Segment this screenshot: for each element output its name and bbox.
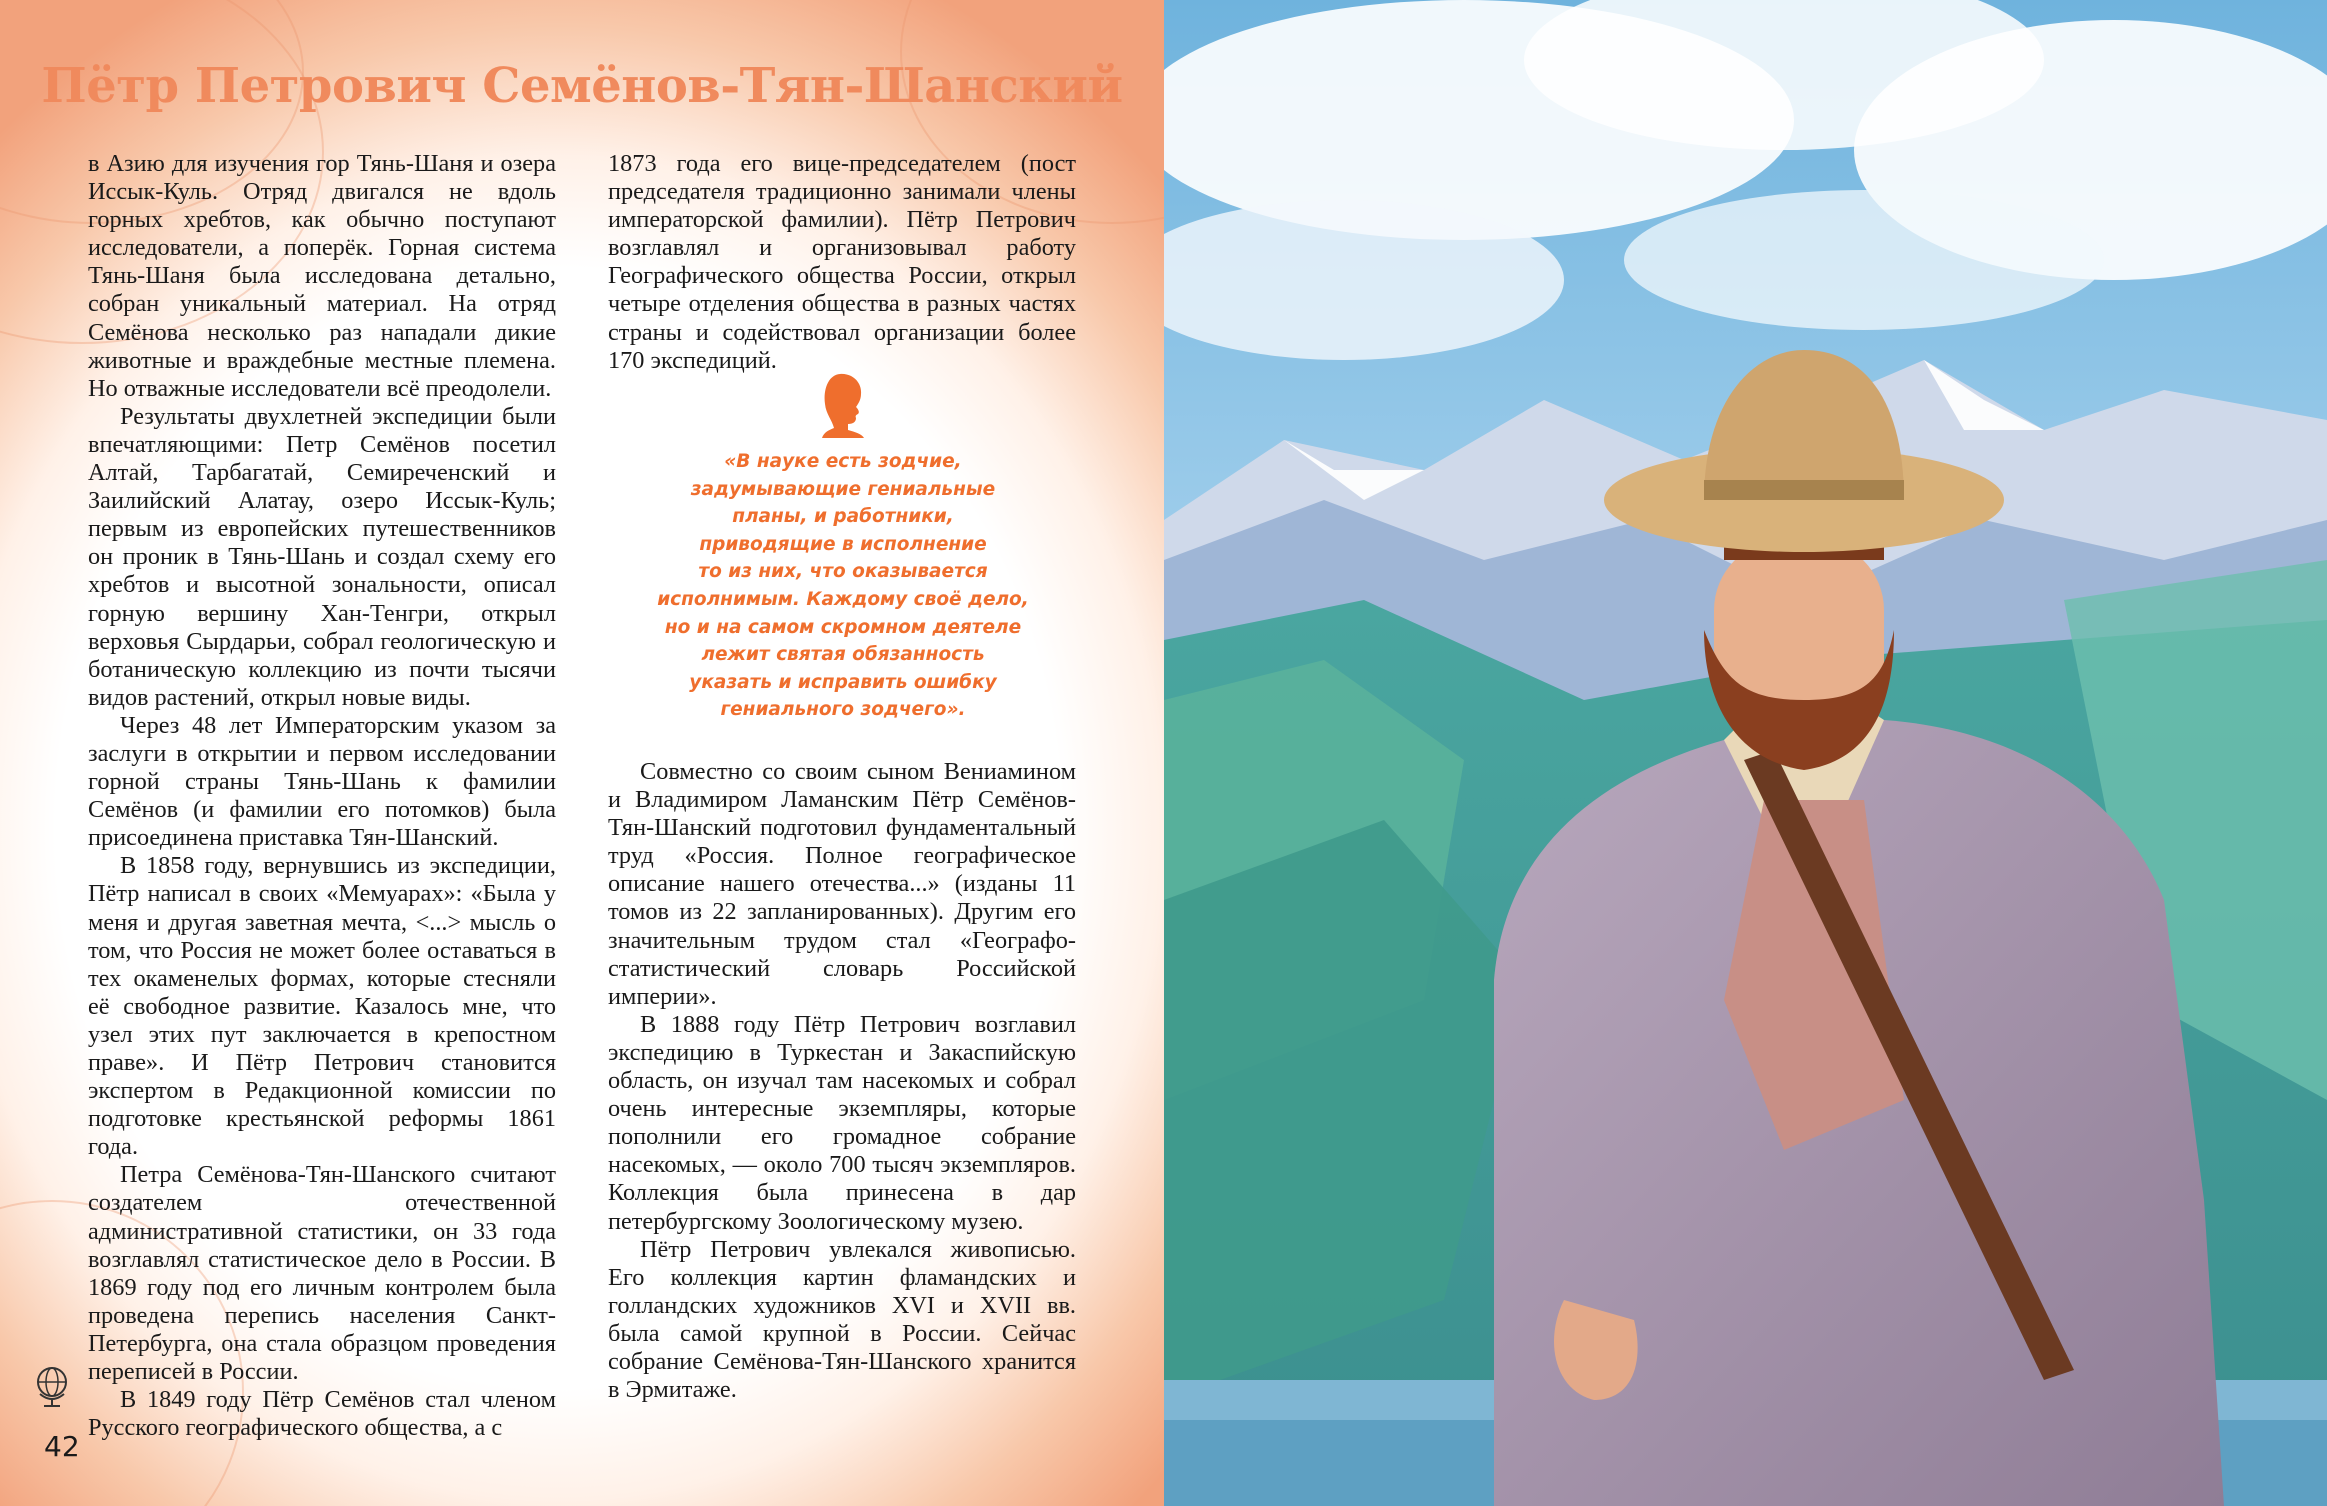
paragraph: 1873 года его вице-председателем (пост председателя традиционно занимали члены императорской фамилии). Пётр Петрович возглавлял и организовывал работу Географического общества России, открыл четыре отделения общества в разных частях страны и содействовал организации более 170 экспедиций. — [608, 150, 1076, 374]
quote-text: «В науке есть зодчие, задумывающие гениальные планы, и работники, приводящие в исполнение то из них, что оказывается исполнимым. Каждому своё дело, но и на самом скромном деятеле лежит святая обязанность указать и исправить ошибку гениального зодчего». — [657, 451, 1029, 721]
quote-block — [628, 372, 1058, 724]
page-number: 42 — [44, 1430, 80, 1463]
text-column-left — [88, 150, 556, 1442]
paragraph: в Азию для изучения гор Тянь-Шаня и озера Иссык-Куль. Отряд двигался не вдоль горных хребтов, как обычно поступают исследователи, а поперёк. Горная система Тянь-Шаня была исследована детально, собран уникальный материал. На отряд Семёнова несколько раз нападали дикие животные и враждебные местные племена. Но отважные исследователи всё преодолели. — [88, 150, 556, 402]
paragraph: Петра Семёнова-Тян-Шанского считают создателем отечественной административной статистики, он 33 года возглавлял статистическое дело в России. В 1869 году под его личным контролем была проведена перепись населения Санкт-Петербурга, она стала образцом проведения переписей в России. — [88, 1161, 556, 1386]
globe-icon — [32, 1364, 72, 1408]
portrait-illustration — [1164, 0, 2327, 1506]
paragraph: Результаты двухлетней экспедиции были впечатляющими: Петр Семёнов посетил Алтай, Тарбагатай, Семиреченский и Заилийский Алатау, озеро Иссык-Куль; первым из европейских путешественников он проник в Тянь-Шань и создал схему его хребтов и высотной зональности, описал горную вершину Хан-Тенгри, открыл верховья Сырдарьи, собрал геологическую и ботаническую коллекцию из почти тысячи видов растений, открыл новые виды. — [88, 402, 556, 711]
paragraph: В 1849 году Пётр Семёнов стал членом Русского географического общества, а с — [88, 1386, 556, 1442]
page-title: Пётр Петрович Семёнов-Тян-Шанский — [41, 58, 1123, 114]
text-column-right-bottom — [608, 758, 1076, 1404]
text-column-right-top — [608, 150, 1076, 375]
paragraph: Через 48 лет Императорским указом за заслуги в открытии и первом исследовании горной страны Тянь-Шань к фамилии Семёнов (и фамилии его потомков) была присоединена приставка Тян-Шанский. — [88, 711, 556, 852]
paragraph: Пётр Петрович увлекался живописью. Его коллекция картин фламандских и голландских художников XVI и XVII вв. была самой крупной в России. Сейчас собрание Семёнова-Тян-Шанского хранится в Эрмитаже. — [608, 1235, 1076, 1404]
right-page — [1164, 0, 2327, 1506]
head-silhouette-icon — [820, 372, 866, 438]
paragraph: В 1888 году Пётр Петрович возглавил экспедицию в Туркестан и Закаспийскую область, он изучал там насекомых и собрал очень интересные экземпляры, которые пополнили его громадное собрание насекомых, — около 700 тысяч экземпляров. Коллекция была принесена в дар петербургскому Зоологическому музею. — [608, 1010, 1076, 1235]
paragraph: В 1858 году, вернувшись из экспедиции, Пётр написал в своих «Мемуарах»: «Была у меня и другая заветная мечта, <...> мысль о том, что Россия не может более оставаться в тех окаменелых формах, которые стесняли её свободное развитие. Казалось мне, что узел этих пут заключается в крепостном праве». И Пётр Петрович становится экспертом в Редакционной комиссии по подготовке крестьянской реформы 1861 года. — [88, 852, 556, 1161]
paragraph: Совместно со своим сыном Вениамином и Владимиром Ламанским Пётр Семёнов-Тян-Шанский подготовил фундаментальный труд «Россия. Полное географическое описание нашего отечества...» (изданы 11 томов из 22 запланированных). Другим его значительным трудом стал «Географо-статистический словарь Российской империи». — [608, 758, 1076, 1010]
